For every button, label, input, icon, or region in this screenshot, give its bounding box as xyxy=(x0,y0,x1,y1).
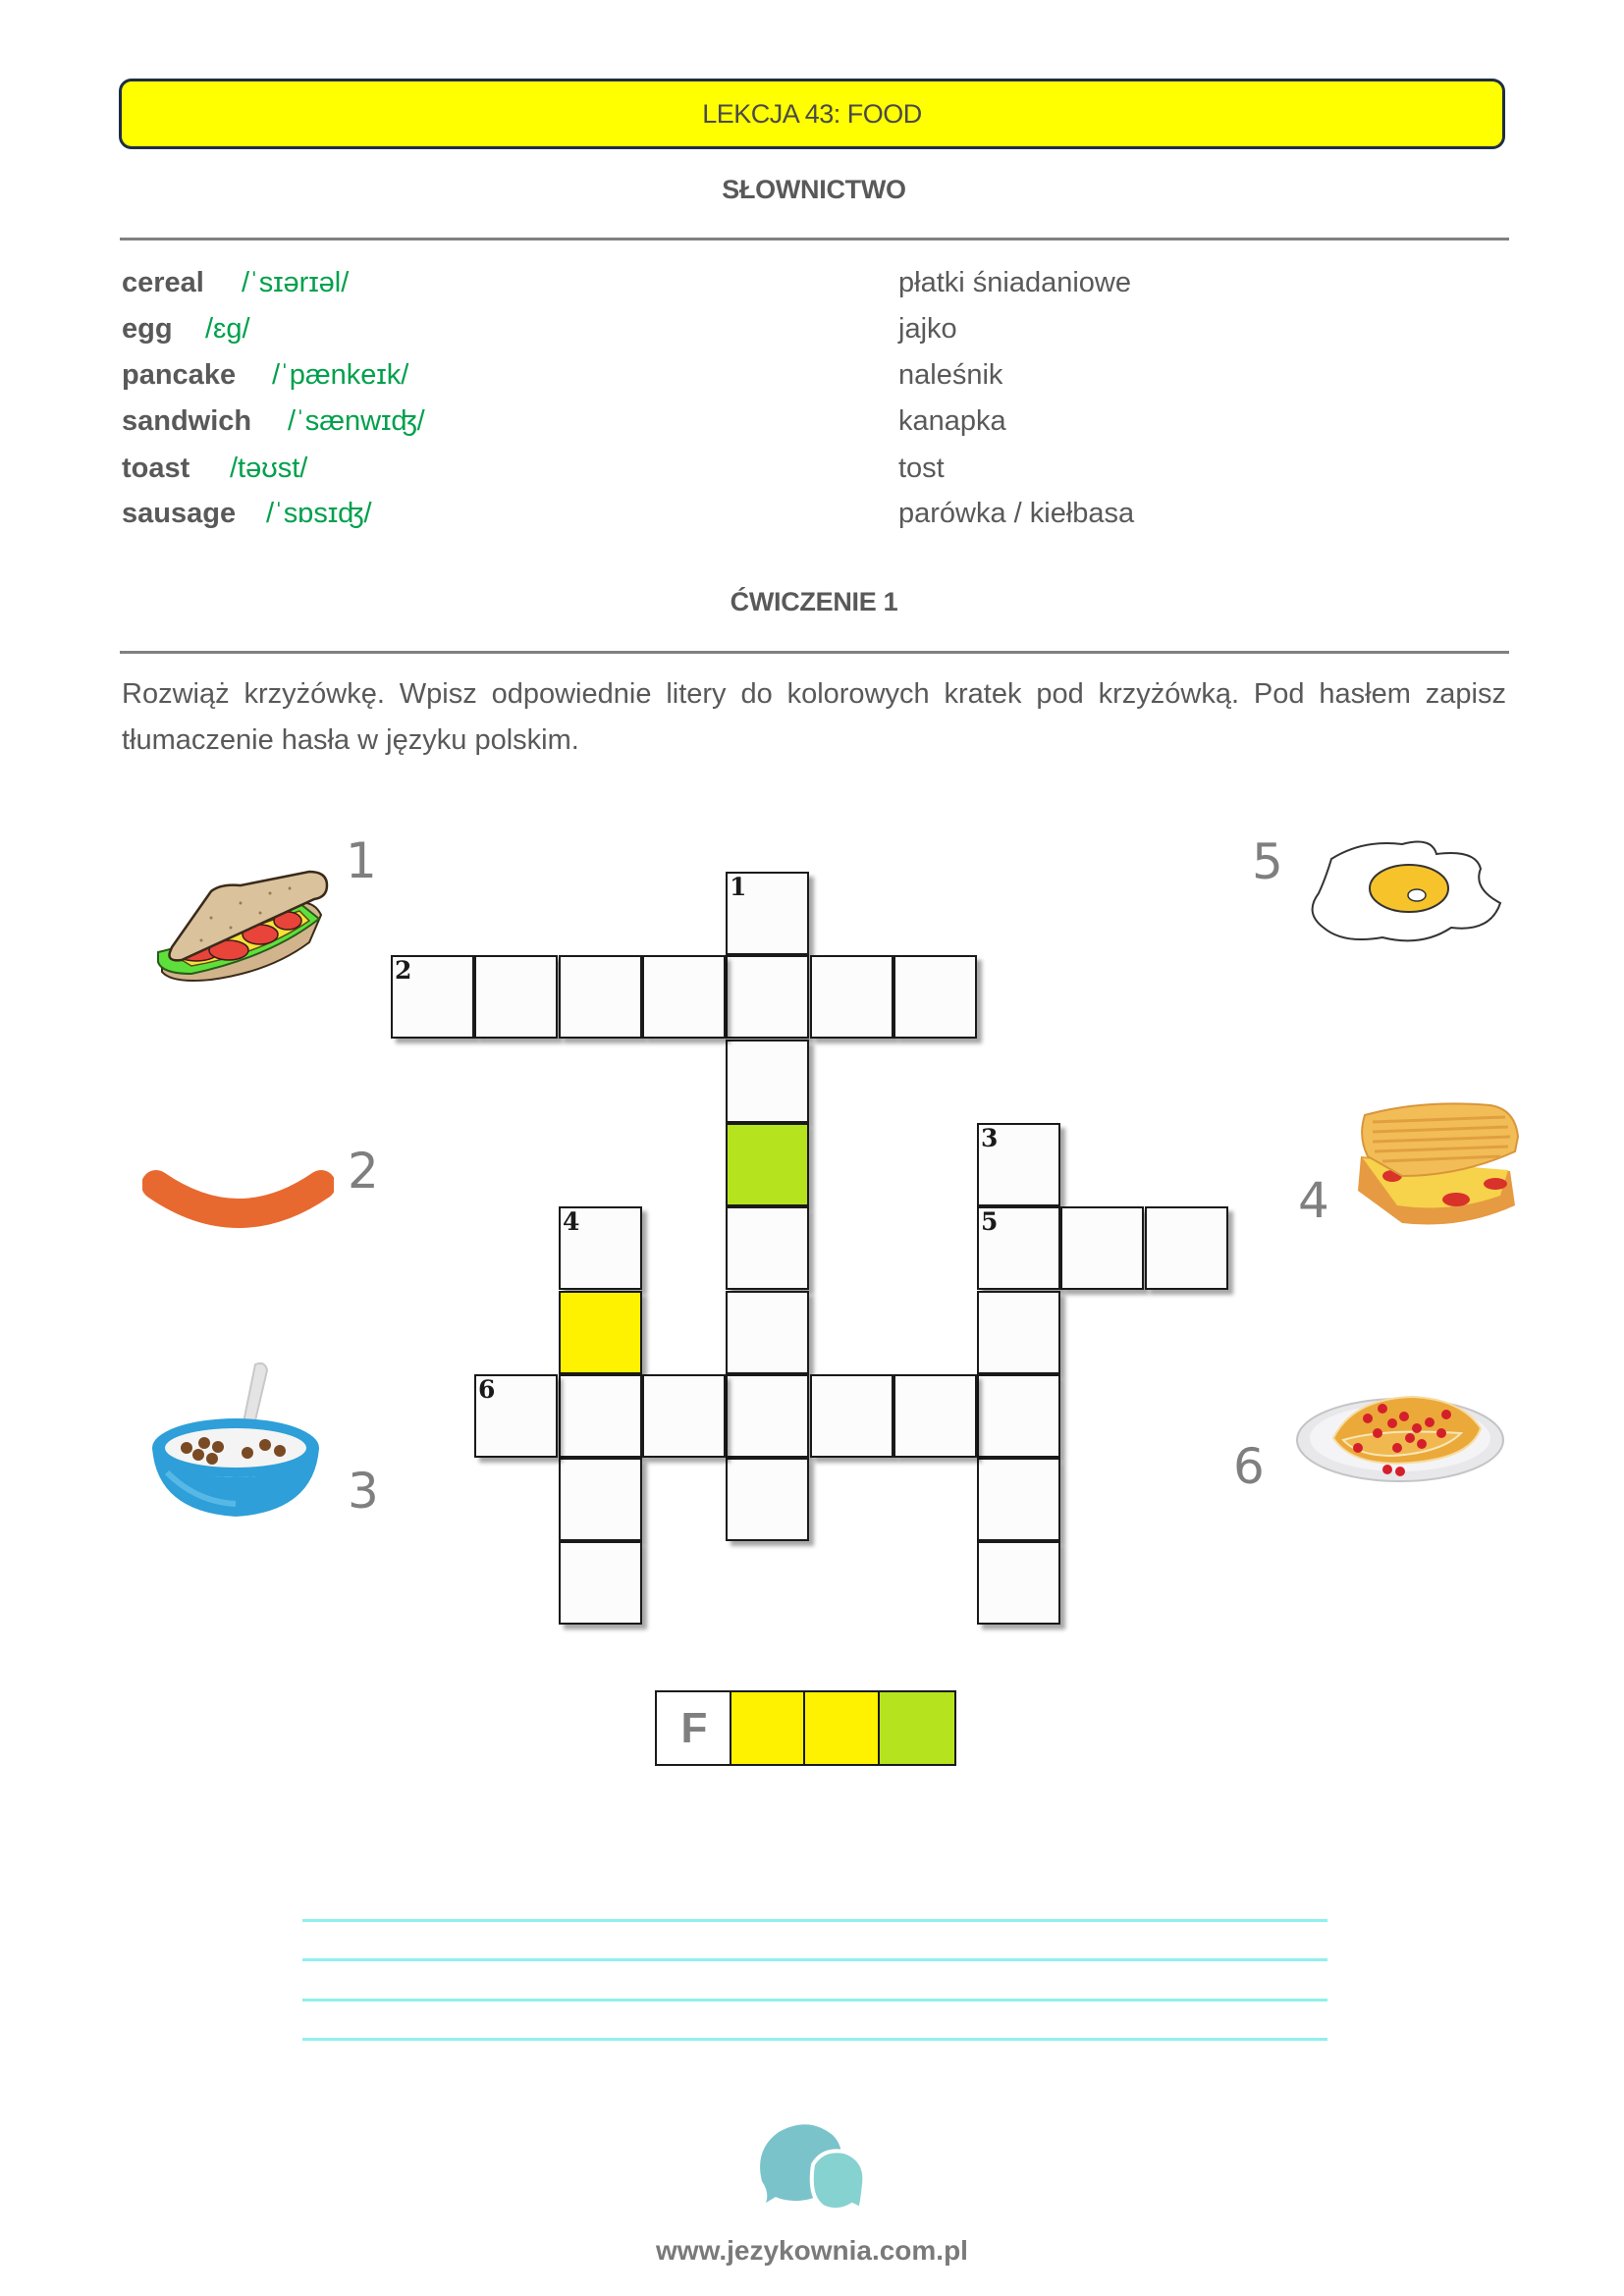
vocabulary-translation: naleśnik xyxy=(898,359,1003,391)
crossword-cell[interactable] xyxy=(810,1374,893,1458)
vocabulary-word: egg xyxy=(122,313,173,345)
vocabulary-word: sandwich xyxy=(122,405,252,437)
crossword-cell[interactable] xyxy=(726,1374,809,1458)
crossword-cell[interactable] xyxy=(1060,1206,1144,1290)
vocabulary-translation: jajko xyxy=(898,313,957,345)
crossword-cell[interactable] xyxy=(977,1458,1060,1541)
vocabulary-item xyxy=(122,355,1516,395)
crossword-cell[interactable] xyxy=(1145,1206,1228,1290)
picture-number-6: 6 xyxy=(1233,1438,1265,1495)
clue-number: 2 xyxy=(395,956,412,985)
vocabulary-item xyxy=(122,494,1516,533)
crossword-cell[interactable] xyxy=(893,1374,977,1458)
crossword-highlighted-cell[interactable] xyxy=(726,1123,809,1206)
crossword-cell[interactable] xyxy=(474,955,558,1039)
crossword-cell[interactable] xyxy=(977,1123,1060,1206)
crossword-cell[interactable] xyxy=(726,1291,809,1374)
crossword-cell[interactable] xyxy=(893,955,977,1039)
crossword-cell[interactable] xyxy=(726,1458,809,1541)
clue-number: 1 xyxy=(730,873,747,901)
lesson-header xyxy=(119,79,1505,149)
vocabulary-translation: parówka / kiełbasa xyxy=(898,498,1135,529)
vocabulary-pronunciation: /ˈpænkeɪk/ xyxy=(272,359,409,391)
jezykownia-logo-icon xyxy=(754,2120,872,2218)
answer-cell[interactable] xyxy=(730,1690,808,1766)
crossword-cell[interactable] xyxy=(726,872,809,955)
writing-line[interactable] xyxy=(302,1999,1327,2002)
sandwich-icon xyxy=(152,864,334,987)
footer-url[interactable]: www.jezykownia.com.pl xyxy=(656,2235,968,2266)
vocabulary-translation: płatki śniadaniowe xyxy=(898,267,1131,298)
crossword-cell[interactable] xyxy=(559,1541,642,1625)
vocabulary-translation: tost xyxy=(898,453,945,484)
vocabulary-pronunciation: /ˈsɒsɪʤ/ xyxy=(266,498,372,529)
sausage-icon xyxy=(142,1163,334,1242)
crossword-cell[interactable] xyxy=(977,1291,1060,1374)
vocabulary-pronunciation: /təʊst/ xyxy=(230,453,308,484)
fried-egg-icon xyxy=(1304,834,1505,950)
picture-number-4: 4 xyxy=(1298,1172,1329,1229)
vocabulary-word: cereal xyxy=(122,267,204,298)
vocabulary-heading: SŁOWNICTWO xyxy=(722,175,906,204)
vocabulary-translation: kanapka xyxy=(898,405,1006,437)
picture-number-3: 3 xyxy=(348,1463,379,1520)
crossword-cell[interactable] xyxy=(977,1374,1060,1458)
crossword-cell[interactable] xyxy=(726,1206,809,1290)
clue-number: 3 xyxy=(981,1124,999,1152)
clue-number: 4 xyxy=(563,1207,580,1236)
vocabulary-item xyxy=(122,401,1516,441)
vocabulary-word: sausage xyxy=(122,498,237,529)
exercise-instruction: Rozwiąż krzyżówkę. Wpisz odpowiednie litery do kolorowych kratek pod krzyżówką. Pod hasłem zapisz tłumaczenie hasła w języku polskim. xyxy=(122,678,1506,756)
answer-cell[interactable] xyxy=(878,1690,956,1766)
crossword-highlighted-cell[interactable] xyxy=(559,1291,642,1374)
crossword-cell[interactable] xyxy=(810,955,893,1039)
vocabulary-item xyxy=(122,309,1516,348)
exercise-heading: ĆWICZENIE 1 xyxy=(730,587,898,616)
writing-line[interactable] xyxy=(302,2038,1327,2041)
picture-number-1: 1 xyxy=(346,832,377,889)
divider xyxy=(120,238,1509,240)
answer-cell[interactable] xyxy=(803,1690,882,1766)
vocabulary-pronunciation: /ɛg/ xyxy=(205,313,250,345)
vocabulary-pronunciation: /ˈsænwɪʤ/ xyxy=(288,405,425,437)
crossword-cell[interactable] xyxy=(726,955,809,1039)
crossword-cell[interactable] xyxy=(977,1206,1060,1290)
crossword-cell[interactable] xyxy=(977,1541,1060,1625)
vocabulary-item xyxy=(122,449,1516,488)
toast-icon xyxy=(1343,1097,1530,1235)
crossword-cell[interactable] xyxy=(726,1040,809,1123)
clue-number: 5 xyxy=(981,1207,999,1236)
picture-number-5: 5 xyxy=(1252,833,1283,890)
crossword-cell[interactable] xyxy=(559,955,642,1039)
vocabulary-word: pancake xyxy=(122,359,237,391)
crossword-grid xyxy=(391,872,1235,1637)
lesson-title: LEKCJA 43: FOOD xyxy=(702,98,922,129)
writing-line[interactable] xyxy=(302,1919,1327,1922)
crossword-cell[interactable] xyxy=(559,1206,642,1290)
writing-line[interactable] xyxy=(302,1958,1327,1961)
crossword-cell[interactable] xyxy=(559,1374,642,1458)
picture-number-2: 2 xyxy=(348,1143,379,1200)
crossword-cell[interactable] xyxy=(559,1458,642,1541)
divider xyxy=(120,651,1509,654)
answer-cell[interactable]: F xyxy=(655,1690,733,1766)
crossword-cell[interactable] xyxy=(391,955,474,1039)
cereal-bowl-icon xyxy=(147,1355,324,1522)
pancake-icon xyxy=(1294,1379,1505,1487)
crossword-cell[interactable] xyxy=(642,1374,726,1458)
vocabulary-word: toast xyxy=(122,453,190,484)
answer-cells xyxy=(655,1690,961,1766)
crossword-cell[interactable] xyxy=(642,955,726,1039)
clue-number: 6 xyxy=(478,1375,496,1404)
vocabulary-pronunciation: /ˈsɪərɪəl/ xyxy=(242,267,350,298)
crossword-cell[interactable] xyxy=(474,1374,558,1458)
vocabulary-item xyxy=(122,263,1516,302)
